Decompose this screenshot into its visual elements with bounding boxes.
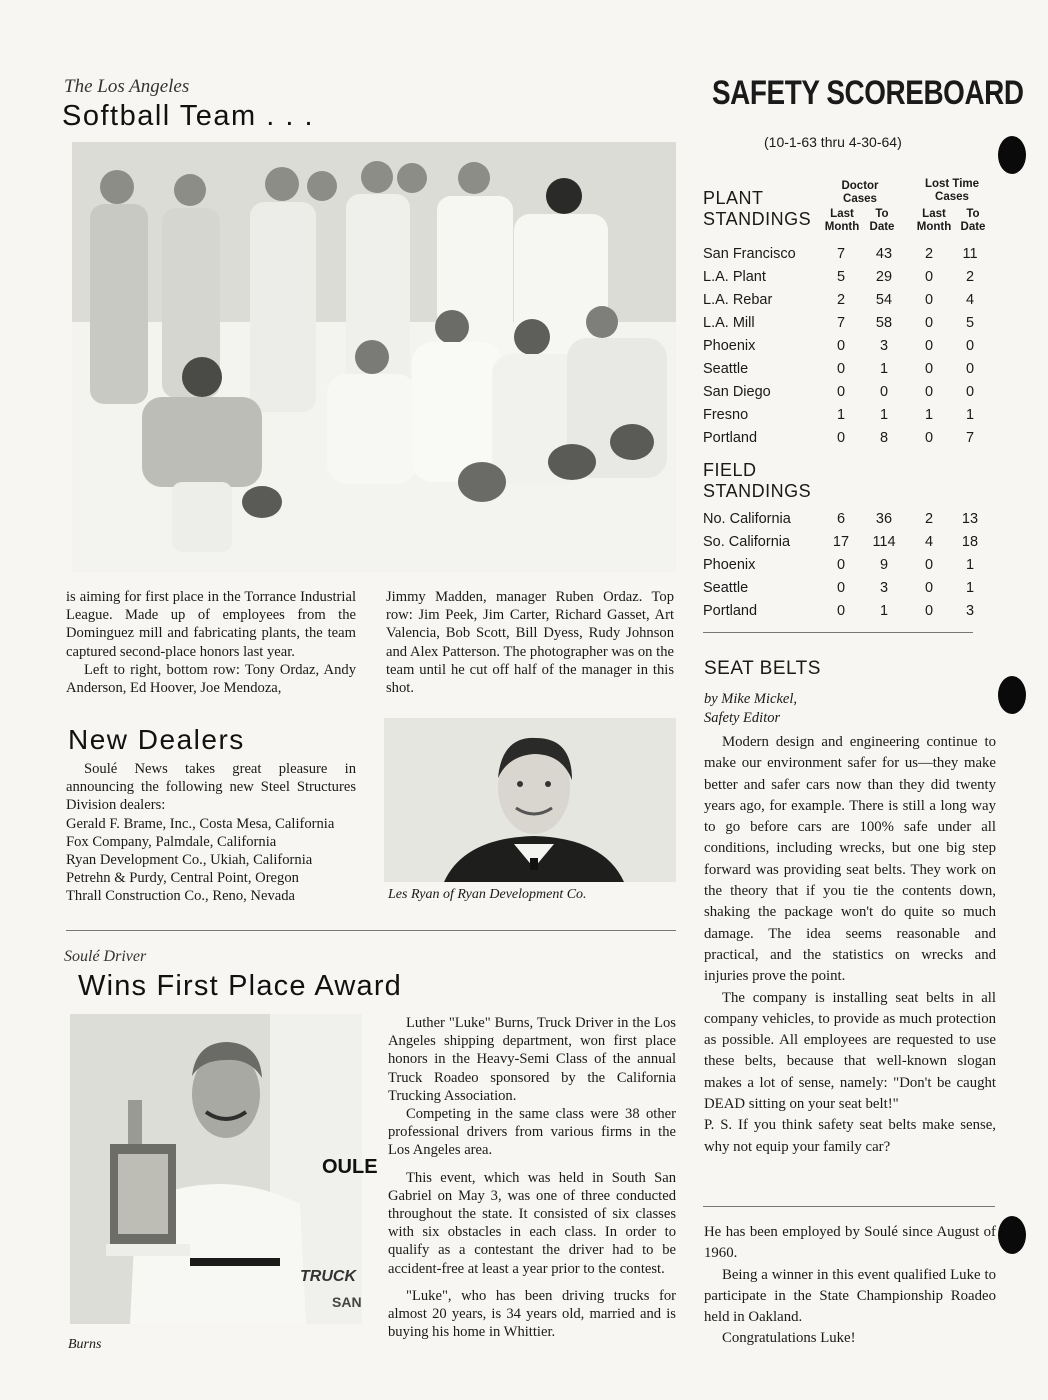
header-line: Last bbox=[922, 208, 946, 220]
sub-header-last-month bbox=[912, 208, 956, 234]
softball-column-1 bbox=[66, 588, 356, 697]
header-line: Month bbox=[824, 221, 860, 233]
location-name: San Diego bbox=[703, 384, 771, 400]
doctor-last-month-value: 0 bbox=[836, 384, 846, 400]
header-line: Date bbox=[960, 221, 986, 233]
location-name: Seattle bbox=[703, 580, 749, 596]
header-line: Month bbox=[916, 221, 952, 233]
doctor-to-date-value: 29 bbox=[875, 269, 893, 285]
standings-row bbox=[703, 246, 983, 268]
continued-paragraph: Congratulations Luke! bbox=[722, 1330, 856, 1347]
byline-role: Safety Editor bbox=[704, 710, 781, 726]
doctor-to-date-value: 1 bbox=[879, 603, 889, 619]
field-standings-label bbox=[703, 460, 811, 502]
header-line: Date bbox=[869, 221, 895, 233]
sub-header-to-date bbox=[864, 208, 900, 234]
binder-hole bbox=[998, 1216, 1026, 1254]
plant-label-line: PLANT bbox=[703, 188, 764, 208]
doctor-last-month-value: 0 bbox=[836, 338, 846, 354]
losttime-last-month-value: 2 bbox=[924, 246, 934, 262]
doctor-last-month-value: 0 bbox=[836, 557, 846, 573]
header-line: To bbox=[966, 208, 980, 220]
dealer-item: Petrehn & Purdy, Central Point, Oregon bbox=[66, 870, 299, 887]
les-ryan-photo bbox=[384, 718, 676, 882]
standings-row bbox=[703, 292, 983, 314]
doctor-to-date-value: 36 bbox=[875, 511, 893, 527]
driver-continued bbox=[704, 1222, 996, 1350]
driver-article bbox=[388, 1014, 676, 1341]
losttime-to-date-value: 0 bbox=[965, 361, 975, 377]
header-line: Doctor bbox=[841, 180, 879, 192]
losttime-to-date-value: 1 bbox=[965, 580, 975, 596]
header-line: Cases bbox=[935, 191, 969, 203]
doctor-to-date-value: 43 bbox=[875, 246, 893, 262]
dealer-item: Fox Company, Palmdale, California bbox=[66, 833, 277, 850]
byline-author: by Mike Mickel, bbox=[704, 691, 797, 707]
doctor-last-month-value: 7 bbox=[836, 246, 846, 262]
seatbelts-headline: SEAT BELTS bbox=[704, 658, 821, 679]
losttime-to-date-value: 2 bbox=[965, 269, 975, 285]
softball-paragraph: is aiming for first place in the Torrance Industrial League. Made up of employees from the Dominguez mill and fabricating plants, the team captured second-place honors last year. bbox=[66, 589, 356, 660]
standings-row bbox=[703, 361, 983, 383]
losttime-to-date-value: 18 bbox=[961, 534, 979, 550]
losttime-last-month-value: 1 bbox=[924, 407, 934, 423]
continued-paragraph: He has been employed by Soulé since August of 1960. bbox=[704, 1224, 996, 1262]
losttime-to-date-value: 13 bbox=[961, 511, 979, 527]
dealer-item: Thrall Construction Co., Reno, Nevada bbox=[66, 888, 295, 905]
doctor-to-date-value: 114 bbox=[872, 534, 896, 550]
losttime-to-date-value: 0 bbox=[965, 338, 975, 354]
location-name: No. California bbox=[703, 511, 791, 527]
doctor-last-month-value: 0 bbox=[836, 580, 846, 596]
driver-headline: Wins First Place Award bbox=[78, 970, 403, 1002]
doctor-last-month-value: 2 bbox=[836, 292, 846, 308]
team-photo-illustration bbox=[72, 142, 676, 572]
seatbelts-article bbox=[704, 732, 996, 1158]
doctor-to-date-value: 0 bbox=[879, 384, 889, 400]
losttime-last-month-value: 0 bbox=[924, 580, 934, 596]
doctor-to-date-value: 54 bbox=[875, 292, 893, 308]
doctor-to-date-value: 3 bbox=[879, 580, 889, 596]
location-name: L.A. Rebar bbox=[703, 292, 773, 308]
location-name: L.A. Mill bbox=[703, 315, 755, 331]
driver-kicker: Soulé Driver bbox=[64, 948, 147, 965]
burns-caption: Burns bbox=[68, 1337, 102, 1352]
header-line: Last bbox=[830, 208, 854, 220]
dealer-item: Ryan Development Co., Ukiah, California bbox=[66, 852, 313, 869]
sub-header-last-month bbox=[822, 208, 862, 234]
plant-standings-label bbox=[703, 188, 811, 230]
truck-lettering-soule: OULE bbox=[322, 1156, 378, 1178]
standings-row bbox=[703, 511, 983, 533]
doctor-last-month-value: 0 bbox=[836, 430, 846, 446]
les-ryan-caption: Les Ryan of Ryan Development Co. bbox=[388, 887, 587, 902]
binder-hole bbox=[998, 676, 1026, 714]
header-line: To bbox=[875, 208, 889, 220]
scoreboard-divider bbox=[703, 632, 973, 633]
location-name: Seattle bbox=[703, 361, 749, 377]
losttime-to-date-value: 11 bbox=[962, 246, 978, 262]
losttime-to-date-value: 1 bbox=[965, 407, 975, 423]
losttime-to-date-value: 7 bbox=[965, 430, 975, 446]
doctor-to-date-value: 1 bbox=[879, 407, 889, 423]
standings-row bbox=[703, 557, 983, 579]
location-name: L.A. Plant bbox=[703, 269, 766, 285]
location-name: So. California bbox=[703, 534, 791, 550]
losttime-to-date-value: 3 bbox=[965, 603, 975, 619]
losttime-to-date-value: 1 bbox=[965, 557, 975, 573]
losttime-last-month-value: 0 bbox=[924, 557, 934, 573]
doctor-to-date-value: 58 bbox=[875, 315, 893, 331]
doctor-last-month-value: 6 bbox=[836, 511, 846, 527]
doctor-last-month-value: 7 bbox=[836, 315, 846, 331]
dealers-body bbox=[66, 760, 356, 906]
doctor-cases-header bbox=[822, 180, 898, 206]
location-name: San Francisco bbox=[703, 246, 796, 262]
doctor-to-date-value: 1 bbox=[879, 361, 889, 377]
softball-column-2: Jimmy Madden, manager Ruben Ordaz. Top row: Jim Peek, Jim Carter, Richard Gasset, Art Valencia, Bob Scott, Bill Dyess, Rudy Johnson and Alex Patterson. The photographer was on the team until he cut off half of the manager in this shot. bbox=[386, 589, 674, 697]
location-name: Phoenix bbox=[703, 557, 756, 573]
binder-hole bbox=[998, 136, 1026, 174]
header-line: Lost Time bbox=[924, 178, 980, 190]
seatbelts-paragraph: The company is installing seat belts in all company vehicles, to provide as much protection as possible. All employees are requested to use these belts, because that well-known slogan makes a lot of sense, namely: "Don't be caught DEAD sitting on your seat belt!" bbox=[704, 989, 996, 1113]
doctor-last-month-value: 0 bbox=[836, 361, 846, 377]
standings-row bbox=[703, 534, 983, 556]
location-name: Fresno bbox=[703, 407, 749, 423]
losttime-last-month-value: 0 bbox=[924, 338, 934, 354]
plant-label-line: STANDINGS bbox=[703, 209, 812, 229]
seatbelts-paragraph: Modern design and engineering continue to make our environment safer for us—they make better and safer cars now than they did twenty years ago, for example. There is still a long way to go before cars are 100% safe under all conditions, including wrecks, but one big step forward was providing seat belts. They work on the theory that if you tie the contents down, shaking the package won't do quite so much damage. The idea seems reasonable and practical, and the statistics on wrecks and injuries prove the point. bbox=[704, 734, 996, 985]
portrait-illustration bbox=[384, 718, 676, 882]
losttime-last-month-value: 0 bbox=[924, 603, 934, 619]
softball-team-photo bbox=[72, 142, 676, 572]
driver-paragraph: This event, which was held in South San Gabriel on May 3, was one of three conducted throughout the state. It consisted of six classes with six obstacles in each class. In order to qualify as a contestant the driver had to be accident-free at least a year prior to the contest. bbox=[388, 1169, 676, 1277]
lost-time-header bbox=[912, 178, 992, 204]
losttime-to-date-value: 0 bbox=[965, 384, 975, 400]
field-label-line: FIELD bbox=[703, 460, 757, 480]
losttime-last-month-value: 0 bbox=[924, 361, 934, 377]
burns-photo bbox=[70, 1014, 378, 1324]
losttime-last-month-value: 0 bbox=[924, 292, 934, 308]
standings-row bbox=[703, 269, 983, 291]
scoreboard-title: SAFETY SCOREBOARD bbox=[712, 74, 1024, 112]
losttime-to-date-value: 4 bbox=[965, 292, 975, 308]
softball-paragraph: Left to right, bottom row: Tony Ordaz, Andy Anderson, Ed Hoover, Joe Mendoza, bbox=[66, 661, 356, 697]
truck-lettering-san: SAN bbox=[332, 1294, 362, 1310]
doctor-last-month-value: 17 bbox=[832, 534, 850, 550]
driver-paragraph: "Luke", who has been driving trucks for almost 20 years, is 34 years old, married and is buying his home in Whittier. bbox=[388, 1287, 676, 1341]
doctor-last-month-value: 0 bbox=[836, 603, 846, 619]
standings-row bbox=[703, 407, 983, 429]
location-name: Portland bbox=[703, 603, 758, 619]
scoreboard-dates: (10-1-63 thru 4-30-64) bbox=[764, 134, 902, 150]
driver-paragraph: Luther "Luke" Burns, Truck Driver in the Los Angeles shipping department, won first place honors in the Heavy-Semi Class of the annual Truck Roadeo sponsored by the California Trucking Association. bbox=[388, 1015, 676, 1104]
softball-kicker: The Los Angeles bbox=[64, 76, 190, 97]
doctor-to-date-value: 3 bbox=[879, 338, 889, 354]
losttime-last-month-value: 2 bbox=[924, 511, 934, 527]
seatbelts-divider bbox=[703, 1206, 995, 1207]
standings-row bbox=[703, 430, 983, 452]
dealer-item: Gerald F. Brame, Inc., Costa Mesa, California bbox=[66, 815, 335, 832]
dealers-intro: Soulé News takes great pleasure in announcing the following new Steel Structures Division dealers: bbox=[66, 761, 356, 814]
seatbelts-ps: P. S. If you think safety seat belts make sense, why not equip your family car? bbox=[704, 1117, 996, 1155]
continued-paragraph: Being a winner in this event qualified Luke to participate in the State Championship Roadeo held in Oakland. bbox=[704, 1266, 996, 1326]
dealers-headline: New Dealers bbox=[68, 724, 245, 755]
standings-row bbox=[703, 315, 983, 337]
header-line: Cases bbox=[843, 193, 877, 205]
doctor-last-month-value: 5 bbox=[836, 269, 846, 285]
losttime-last-month-value: 0 bbox=[924, 384, 934, 400]
location-name: Portland bbox=[703, 430, 758, 446]
standings-row bbox=[703, 338, 983, 360]
losttime-last-month-value: 4 bbox=[924, 534, 934, 550]
section-divider bbox=[66, 930, 676, 931]
standings-row bbox=[703, 384, 983, 406]
standings-row bbox=[703, 580, 983, 602]
losttime-last-month-value: 0 bbox=[924, 315, 934, 331]
driver-paragraph: Competing in the same class were 38 other professional drivers from various firms in the Los Angeles area. bbox=[388, 1106, 676, 1159]
seatbelts-byline bbox=[704, 690, 797, 728]
losttime-last-month-value: 0 bbox=[924, 269, 934, 285]
softball-headline: Softball Team . . . bbox=[62, 100, 315, 132]
location-name: Phoenix bbox=[703, 338, 756, 354]
losttime-to-date-value: 5 bbox=[965, 315, 975, 331]
doctor-last-month-value: 1 bbox=[836, 407, 846, 423]
doctor-to-date-value: 9 bbox=[879, 557, 889, 573]
standings-row bbox=[703, 603, 983, 625]
losttime-last-month-value: 0 bbox=[924, 430, 934, 446]
field-label-line: STANDINGS bbox=[703, 481, 812, 501]
doctor-to-date-value: 8 bbox=[879, 430, 889, 446]
sub-header-to-date bbox=[956, 208, 990, 234]
truck-lettering-truck: TRUCK bbox=[300, 1268, 356, 1285]
